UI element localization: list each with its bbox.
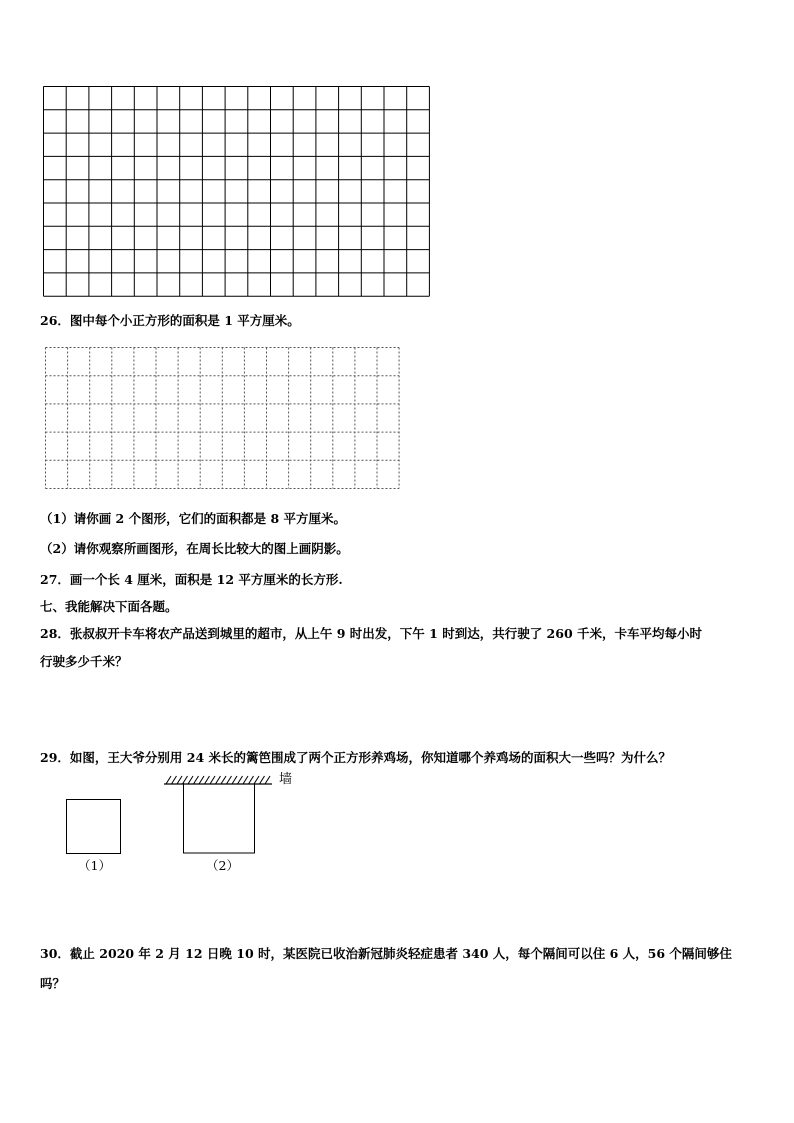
question-28-line-2: 行驶多少千米？ <box>40 654 128 669</box>
solid-grid[interactable] <box>43 86 430 298</box>
square-pen-2 <box>183 783 256 854</box>
question-28-line-1: 28．张叔叔开卡车将农产品送到城里的超市，从上午 9 时出发，下午 1 时到达，共行驶了 260 千米，卡车平均每小时 <box>40 626 702 641</box>
wall-hatch-mark <box>265 776 270 784</box>
wall-label: 墙 <box>279 772 293 787</box>
wall-hatch-mark <box>177 776 182 784</box>
section-7-title: 七、我能解决下面各题。 <box>40 599 178 614</box>
figure-1-caption: （1） <box>78 858 111 873</box>
question-26-part-1: （1）请你画 2 个图形，它们的面积都是 8 平方厘米。 <box>40 511 347 526</box>
square-2-outline <box>184 783 255 853</box>
question-26-part-2: （2）请你观察所画图形，在周长比较大的图上画阴影。 <box>40 541 349 556</box>
question-29-label: 29．如图，王大爷分别用 24 米长的篱笆围成了两个正方形养鸡场，你知道哪个养鸡场的面积大一些吗？为什么？ <box>40 750 671 765</box>
square-pen-1 <box>66 799 122 855</box>
wall-hatch-mark <box>172 776 177 784</box>
figure-2-caption: （2） <box>206 858 239 873</box>
question-30-line-2: 吗？ <box>40 976 66 991</box>
square-1-outline <box>67 800 121 854</box>
wall-hatch-mark <box>166 776 171 784</box>
question-26-label: 26．图中每个小正方形的面积是 1 平方厘米。 <box>40 313 300 328</box>
dashed-grid[interactable] <box>45 347 401 490</box>
question-27-label: 27．画一个长 4 厘米，面积是 12 平方厘米的长方形. <box>40 572 343 587</box>
question-30-line-1: 30．截止 2020 年 2 月 12 日晚 10 时，某医院已收治新冠肺炎轻症患者 340 人，每个隔间可以住 6 人，56 个隔间够住 <box>40 946 732 961</box>
wall-hatch-mark <box>260 776 265 784</box>
